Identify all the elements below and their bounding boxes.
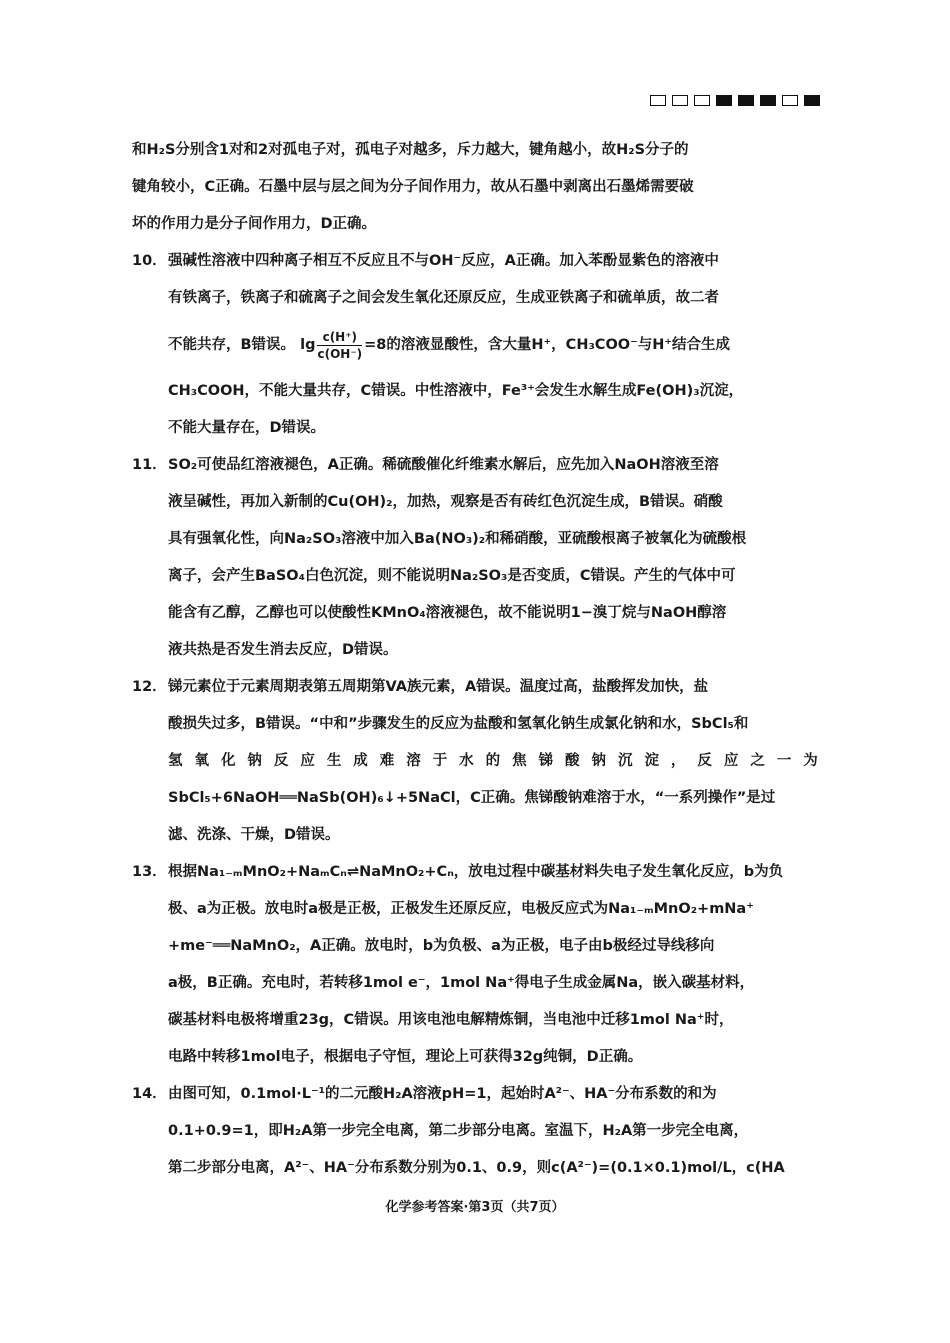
p13-line-5: 碳基材料电极将增重23g，C错误。用该电池电解精炼铜，当电池中迁移1mol Na⁺时， <box>168 1012 734 1028</box>
p10-line-1: 10．强碱性溶液中四种离子相互不反应且不与OH⁻反应，A正确。加入苯酚显紫色的溶液中 <box>132 243 818 280</box>
ratio-fraction <box>317 329 362 362</box>
spaced-char: 难 <box>379 753 395 769</box>
spaced-char: 应 <box>300 753 315 769</box>
spaced-char: 溶 <box>406 753 421 769</box>
p9-line-2: 键角较小，C正确。石墨中层与层之间为分子间作用力，故从石墨中剥离出石墨烯需要破 <box>132 179 694 195</box>
p13-line-2: 极、a为正极。放电时a极是正极，正极发生还原反应，电极反应式为Na₁₋ₘMnO₂+mNa⁺ <box>168 901 754 917</box>
p13-line-3: +me⁻══NaMnO₂，A正确。放电时，b为负极、a为正极，电子由b极经过导线移向 <box>168 938 715 954</box>
item-number-12: 12． <box>132 679 167 695</box>
item-number-10: 10． <box>132 253 167 269</box>
item-number-14: 14． <box>132 1086 167 1102</box>
p10-line-4: CH₃COOH，不能大量共存，C错误。中性溶液中，Fe³⁺会发生水解生成Fe(OH)₃沉淀， <box>168 383 744 399</box>
p13-line-6: 电路中转移1mol电子，根据电子守恒，理论上可获得32g纯铜，D正确。 <box>168 1049 643 1065</box>
p13-line-1: 13．根据Na₁₋ₘMnO₂+NaₘCₙ⇌NaMnO₂+Cₙ，放电过程中碳基材料失电子发生氧化反应，b为负 <box>132 854 818 891</box>
p9-line-3: 坏的作用力是分子间作用力，D正确。 <box>132 216 377 232</box>
item-number-11: 11． <box>132 457 167 473</box>
p11-line-2: 液呈碱性，再加入新制的Cu(OH)₂，加热，观察是否有砖红色沉淀生成，B错误。硝酸 <box>168 494 723 510</box>
spaced-char: 反 <box>697 753 712 769</box>
spaced-char: 生 <box>326 753 342 769</box>
header-mark <box>672 95 688 106</box>
header-mark <box>782 95 798 106</box>
spaced-char: 钠 <box>247 753 262 769</box>
page-footer: 化学参考答案·第3页（共7页） <box>385 1200 565 1215</box>
header-mark <box>694 95 710 106</box>
spaced-char: 钠 <box>591 753 606 769</box>
header-marks <box>650 95 820 106</box>
p12-line-3 <box>132 743 818 780</box>
p14-line-3: 第二步部分电离，A²⁻、HA⁻分布系数分别为0.1、0.9，则c(A²⁻)=(0.1×0.1)mol/L，c(HA <box>168 1160 785 1176</box>
spaced-char: 一 <box>776 753 792 769</box>
p10-line-5: 不能大量存在，D错误。 <box>168 420 326 436</box>
spaced-char: 锑 <box>538 753 554 769</box>
header-mark <box>650 95 666 106</box>
p12-line-5: 滤、洗涤、干燥，D错误。 <box>168 827 340 843</box>
p10-line-3: 不能共存，B错误。 lg $\frac{c(H^+)}{c(OH^-)}$ =8的溶液显酸性，含大量H⁺，CH₃COO⁻与H⁺结合生成 <box>168 329 731 361</box>
spaced-char: 氢 <box>168 753 183 769</box>
spaced-char: 酸 <box>565 753 580 769</box>
fraction-numerator: c(H⁺) <box>317 329 362 346</box>
p12-line-1: 12．锑元素位于元素周期表第五周期第VA族元素，A错误。温度过高，盐酸挥发加快，盐 <box>132 669 818 706</box>
spaced-char: 的 <box>485 753 501 769</box>
p9-line-1: 和H₂S分别含1对和2对孤电子对，孤电子对越多，斥力越大，键角越小，故H₂S分子的 <box>132 142 689 158</box>
header-mark <box>760 95 776 106</box>
spaced-char: 淀 <box>644 753 659 769</box>
spaced-char: 氧 <box>194 753 209 769</box>
header-mark <box>738 95 754 106</box>
p12-line-2: 酸损失过多，B错误。“中和”步骤发生的反应为盐酸和氢氧化钠生成氯化钠和水，SbCl₅和 <box>168 716 749 732</box>
answer-content <box>132 132 818 1187</box>
p11-line-3: 具有强氧化性，向Na₂SO₃溶液中加入Ba(NO₃)₂和稀硝酸，亚硫酸根离子被氧化为硫酸根 <box>168 531 747 547</box>
p13-line-4: a极，B正确。充电时，若转移1mol e⁻，1mol Na⁺得电子生成金属Na，嵌入碳基材料， <box>168 975 755 991</box>
p11-line-6: 液共热是否发生消去反应，D错误。 <box>168 642 398 658</box>
p12-line-4: SbCl₅+6NaOH══NaSb(OH)₆↓+5NaCl，C正确。焦锑酸钠难溶于水，“一系列操作”是过 <box>168 790 776 806</box>
spaced-char: ， <box>670 753 686 769</box>
header-mark <box>716 95 732 106</box>
spaced-char: 焦 <box>512 753 527 769</box>
p14-line-1: 14．由图可知，0.1mol·L⁻¹的二元酸H₂A溶液pH=1，起始时A²⁻、HA⁻分布系数的和为 <box>132 1076 818 1113</box>
spaced-char: 反 <box>273 753 289 769</box>
spaced-char: 之 <box>750 753 765 769</box>
header-mark <box>804 95 820 106</box>
fraction-denominator: c(OH⁻) <box>317 346 363 361</box>
spaced-char: 水 <box>459 753 474 769</box>
p10-line-2: 有铁离子，铁离子和硫离子之间会发生氧化还原反应，生成亚铁离子和硫单质，故二者 <box>168 290 719 306</box>
lg-label: lg <box>300 337 316 353</box>
spaced-char: 化 <box>220 753 236 769</box>
spaced-char: 于 <box>432 753 448 769</box>
p11-line-5: 能含有乙醇，乙醇也可以使酸性KMnO₄溶液褪色，故不能说明1−溴丁烷与NaOH醇溶 <box>168 605 727 621</box>
p11-line-4: 离子，会产生BaSO₄白色沉淀，则不能说明Na₂SO₃是否变质，C错误。产生的气体中可 <box>168 568 736 584</box>
spaced-char: 为 <box>803 753 818 769</box>
spaced-char: 沉 <box>617 753 633 769</box>
p11-line-1: 11．SO₂可使品红溶液褪色，A正确。稀硫酸催化纤维素水解后，应先加入NaOH溶液至溶 <box>132 447 818 484</box>
spaced-char: 成 <box>353 753 368 769</box>
item-number-13: 13． <box>132 864 167 880</box>
p14-line-2: 0.1+0.9=1，即H₂A第一步完全电离，第二步部分电离。室温下，H₂A第一步完全电离， <box>168 1123 749 1139</box>
spaced-char: 应 <box>723 753 739 769</box>
